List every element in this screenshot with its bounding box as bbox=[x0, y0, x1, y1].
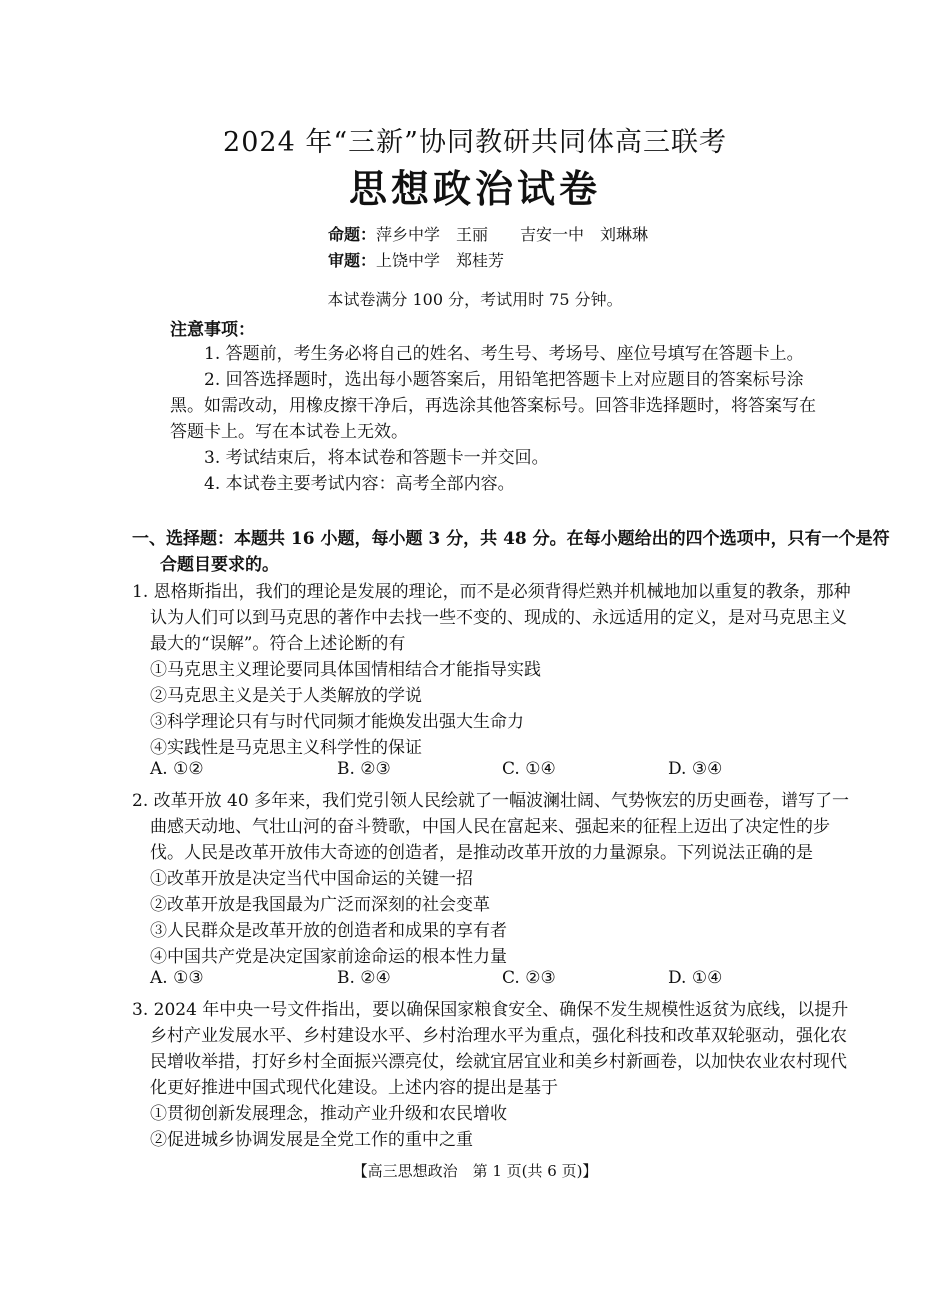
question-stem: 1. 恩格斯指出，我们的理论是发展的理论，而不是必须背得烂熟并机械地加以重复的教条，那种 bbox=[132, 582, 851, 602]
proposer-2: 吉安一中 刘琳琳 bbox=[520, 225, 649, 244]
section-heading: 一、选择题：本题共 16 小题，每小题 3 分，共 48 分。在每小题给出的四个选项中，只有一个是符 bbox=[132, 529, 890, 549]
page-footer: 【高三思想政治 第 1 页(共 6 页)】 bbox=[352, 1162, 598, 1180]
question-item: ①贯彻创新发展理念，推动产业升级和农民增收 bbox=[150, 1104, 507, 1124]
question-stem: 最大的“误解”。符合上述论断的有 bbox=[150, 634, 406, 654]
notice-line: 3. 考试结束后，将本试卷和答题卡一并交回。 bbox=[204, 448, 549, 468]
question-item: ①改革开放是决定当代中国命运的关键一招 bbox=[150, 869, 473, 889]
question-stem: 伐。人民是改革开放伟大奇迹的创造者，是推动改革开放的力量源泉。下列说法正确的是 bbox=[150, 843, 813, 863]
notice-line: 1. 答题前，考生务必将自己的姓名、考生号、考场号、座位号填写在答题卡上。 bbox=[204, 344, 804, 364]
choice-d: D. ③④ bbox=[668, 759, 723, 779]
choice-a: A. ①③ bbox=[150, 968, 204, 988]
question-stem: 民增收举措，打好乡村全面振兴漂亮仗，绘就宜居宜业和美乡村新画卷，以加快农业农村现代 bbox=[150, 1052, 847, 1072]
question-item: ③人民群众是改革开放的创造者和成果的享有者 bbox=[150, 921, 507, 941]
question-stem: 2. 改革开放 40 多年来，我们党引领人民绘就了一幅波澜壮阔、气势恢宏的历史画卷，谱写了一 bbox=[132, 791, 850, 811]
question-stem: 3. 2024 年中央一号文件指出，要以确保国家粮食安全、确保不发生规模性返贫为底线，以提升 bbox=[132, 1000, 849, 1020]
choice-d: D. ①④ bbox=[668, 968, 723, 988]
question-item: ①马克思主义理论要同具体国情相结合才能指导实践 bbox=[150, 660, 541, 680]
question-stem: 认为人们可以到马克思的著作中去找一些不变的、现成的、永远适用的定义，是对马克思主义 bbox=[150, 608, 847, 628]
question-stem: 乡村产业发展水平、乡村建设水平、乡村治理水平为重点，强化科技和改革双轮驱动，强化农 bbox=[150, 1026, 847, 1046]
question-item: ②改革开放是我国最为广泛而深刻的社会变革 bbox=[150, 895, 490, 915]
reviewer: 上饶中学 郑桂芳 bbox=[376, 251, 505, 270]
question-stem: 化更好推进中国式现代化建设。上述内容的提出是基于 bbox=[150, 1078, 558, 1098]
exam-info: 本试卷满分 100 分，考试用时 75 分钟。 bbox=[327, 290, 623, 309]
proposer-label: 命题： bbox=[328, 225, 377, 244]
proposer-1: 萍乡中学 王丽 bbox=[376, 225, 489, 244]
section-heading-cont: 合题目要求的。 bbox=[160, 555, 279, 575]
choice-c: C. ①④ bbox=[502, 759, 556, 779]
question-item: ④实践性是马克思主义科学性的保证 bbox=[150, 738, 422, 758]
question-stem: 曲感天动地、气壮山河的奋斗赞歌，中国人民在富起来、强起来的征程上迈出了决定性的步 bbox=[150, 817, 830, 837]
notice-line: 答题卡上。写在本试卷上无效。 bbox=[170, 422, 408, 442]
reviewer-line bbox=[328, 248, 504, 271]
notice-line: 黑。如需改动，用橡皮擦干净后，再选涂其他答案标号。回答非选择题时，将答案写在 bbox=[170, 396, 816, 416]
exam-title: 2024 年“三新”协同教研共同体高三联考 bbox=[223, 127, 727, 158]
notice-line: 2. 回答选择题时，选出每小题答案后，用铅笔把答题卡上对应题目的答案标号涂 bbox=[204, 370, 804, 390]
question-item: ②马克思主义是关于人类解放的学说 bbox=[150, 686, 422, 706]
question-item: ②促进城乡协调发展是全党工作的重中之重 bbox=[150, 1130, 473, 1150]
reviewer-label: 审题： bbox=[328, 251, 377, 270]
notice-heading: 注意事项： bbox=[170, 320, 255, 340]
choice-b: B. ②④ bbox=[337, 968, 391, 988]
choice-c: C. ②③ bbox=[502, 968, 556, 988]
notice-line: 4. 本试卷主要考试内容：高考全部内容。 bbox=[204, 474, 515, 494]
question-item: ③科学理论只有与时代同频才能焕发出强大生命力 bbox=[150, 712, 524, 732]
proposer-line bbox=[328, 222, 648, 245]
choice-a: A. ①② bbox=[150, 759, 204, 779]
subject-title: 思想政治试卷 bbox=[348, 166, 601, 211]
choice-b: B. ②③ bbox=[337, 759, 391, 779]
question-item: ④中国共产党是决定国家前途命运的根本性力量 bbox=[150, 947, 507, 967]
